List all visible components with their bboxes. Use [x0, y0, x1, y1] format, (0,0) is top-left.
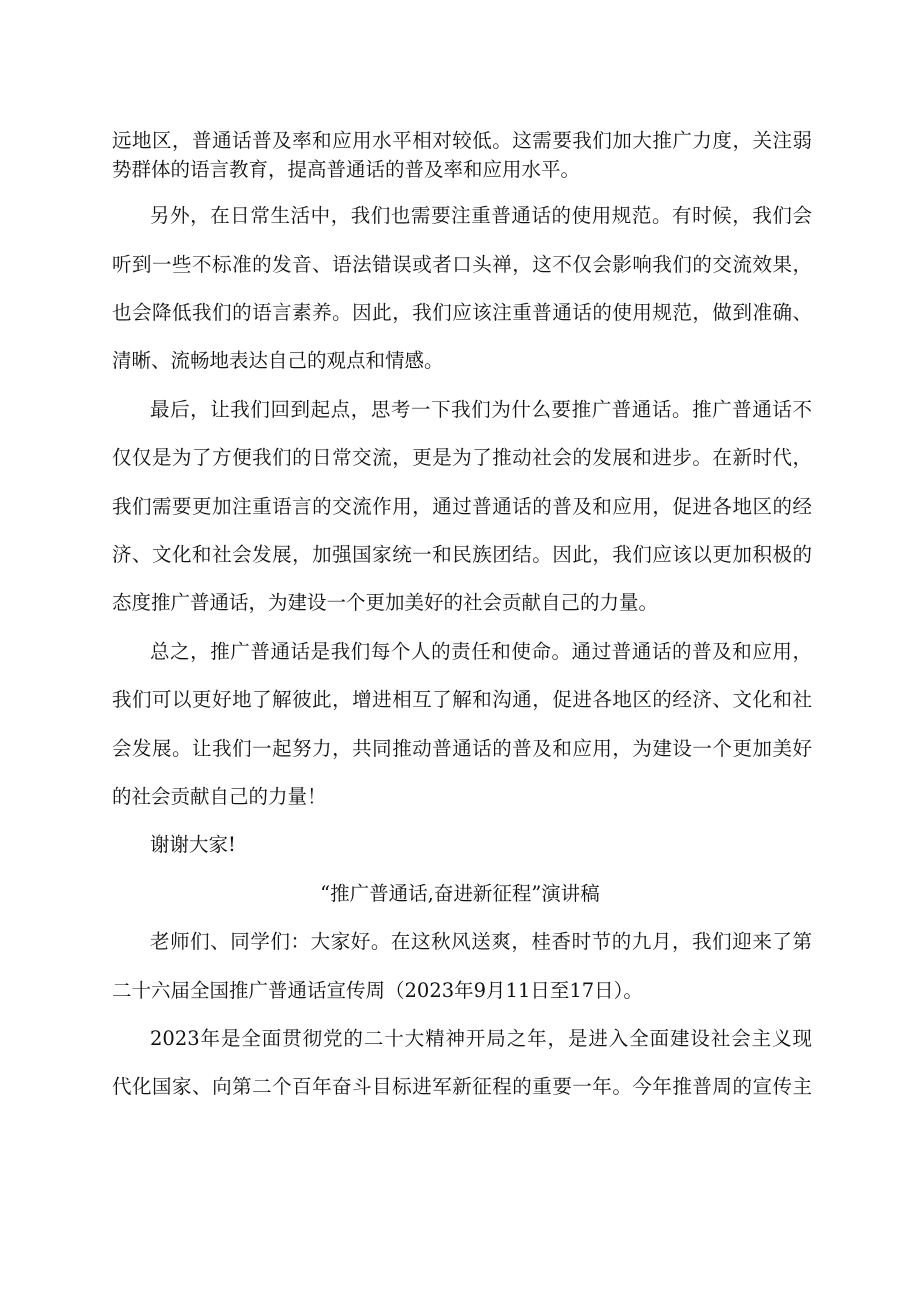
text-line: 代化国家、向第二个百年奋斗目标进军新征程的重要一年。今年推普周的宣传主	[112, 1075, 812, 1098]
text-line: 远地区，普通话普及率和应用水平相对较低。这需要我们加大推广力度，关注弱	[112, 129, 812, 152]
paragraph-first-line: 另外，在日常生活中，我们也需要注重普通话的使用规范。有时候，我们会	[150, 204, 812, 227]
text-line: 二十六届全国推广普通话宣传周（2023年9月11日至17日）。	[112, 979, 643, 1002]
text-line: 会发展。让我们一起努力，共同推动普通话的普及和应用，为建设一个更加美好	[112, 737, 812, 760]
thanks-line: 谢谢大家!	[150, 833, 236, 856]
paragraph-first-line: 最后，让我们回到起点，思考一下我们为什么要推广普通话。推广普通话不	[150, 398, 812, 421]
paragraph-first-line: 总之，推广普通话是我们每个人的责任和使命。通过普通话的普及和应用，	[150, 640, 812, 663]
text-line: 听到一些不标准的发音、语法错误或者口头禅，这不仅会影响我们的交流效果，	[112, 253, 812, 276]
text-line: 态度推广普通话，为建设一个更加美好的社会贡献自己的力量。	[112, 591, 659, 614]
paragraph-first-line: 2023年是全面贯彻党的二十大精神开局之年，是进入全面建设社会主义现	[150, 1027, 812, 1050]
text-line: 我们需要更加注重语言的交流作用，通过普通话的普及和应用，促进各地区的经	[112, 495, 812, 518]
text-line: 仅仅是为了方便我们的日常交流，更是为了推动社会的发展和进步。在新时代，	[112, 446, 812, 469]
text-line: 也会降低我们的语言素养。因此，我们应该注重普通话的使用规范，做到准确、	[112, 301, 812, 324]
speech-title: “推广普通话,奋进新征程”演讲稿	[320, 882, 600, 905]
text-line: 的社会贡献自己的力量！	[112, 785, 327, 808]
text-line: 清晰、流畅地表达自己的观点和情感。	[112, 349, 444, 372]
text-line: 势群体的语言教育，提高普通话的普及率和应用水平。	[112, 158, 581, 181]
text-line: 济、文化和社会发展，加强国家统一和民族团结。因此，我们应该以更加积极的	[112, 543, 812, 566]
paragraph-first-line: 老师们、同学们：大家好。在这秋风送爽，桂香时节的九月，我们迎来了第	[150, 930, 812, 953]
text-line: 我们可以更好地了解彼此，增进相互了解和沟通，促进各地区的经济、文化和社	[112, 688, 812, 711]
